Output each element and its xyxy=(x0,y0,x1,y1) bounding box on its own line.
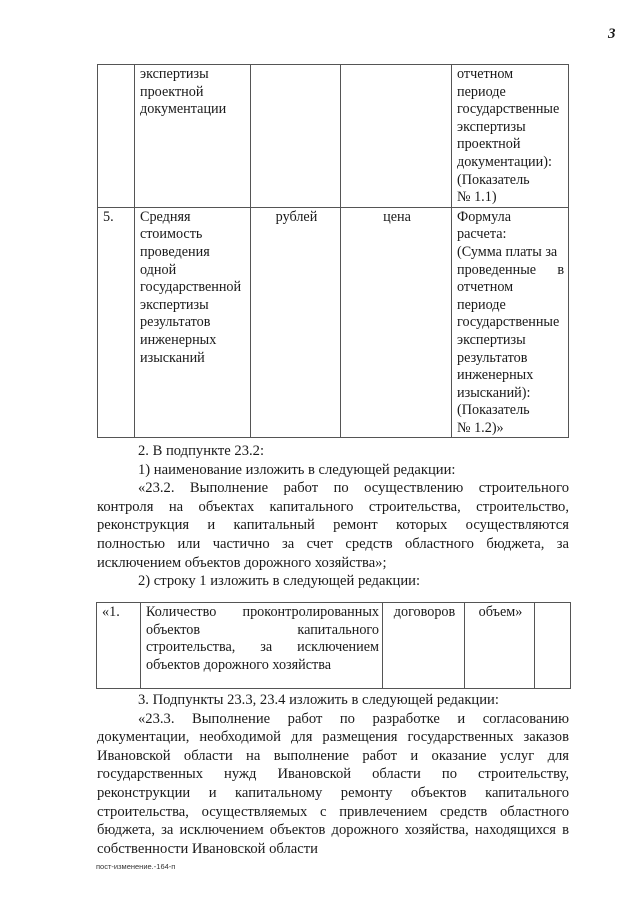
extra-cell xyxy=(535,603,571,689)
unit-cell: рублей xyxy=(251,207,341,438)
quote-line: Ивановской области на выполнение работ и оказание услуг для xyxy=(97,747,569,764)
table-row xyxy=(98,65,569,208)
type-cell: цена xyxy=(341,207,452,438)
indicator-name: Средняя стоимость проведения одной государственной экспертизы результатов инженерных изысканий xyxy=(135,207,251,438)
formula-cell: Формула расчета: (Сумма платы за проведенные в отчетном периоде государственные экспертизы результатов инженерных изысканий): (Показатель № 1.2)» xyxy=(452,207,569,438)
quote-line: полностью или частично за счет средств областного бюджета, за xyxy=(97,535,569,552)
unit-cell xyxy=(251,65,341,208)
type-cell xyxy=(341,65,452,208)
quote-line: «23.3. Выполнение работ по разработке и согласованию xyxy=(138,710,569,727)
formula-cell: отчетном периоде государственные экспертизы проектной документации): (Показатель № 1.1) xyxy=(452,65,569,208)
row-number: «1. xyxy=(97,603,141,689)
indicator-name: Количество проконтролированных объектов капитального строительства, за исключением объектов дорожного хозяйства xyxy=(141,603,383,689)
unit-cell: договоров xyxy=(383,603,465,689)
control-objects-table xyxy=(96,602,571,689)
quote-line: «23.2. Выполнение работ по осуществлению строительного xyxy=(138,480,569,497)
quote-line: государственных нужд Ивановской области по строительству, xyxy=(97,766,569,783)
quote-line: собственности Ивановской области xyxy=(97,840,318,857)
section-2-item-1: 1) наименование изложить в следующей редакции: xyxy=(138,461,456,478)
type-cell: объем» xyxy=(465,603,535,689)
table-row xyxy=(97,603,571,689)
row-number: 5. xyxy=(98,207,135,438)
quote-line: контроля на объектах капитального строительства, строительство, xyxy=(97,498,569,515)
quote-line: исключением объектов дорожного хозяйства»; xyxy=(97,554,387,571)
quote-line: реконструкция и капитальный ремонт которых осуществляются xyxy=(97,517,569,534)
quote-line: бюджета, за исключением объектов дорожного хозяйства, находящихся в xyxy=(97,822,569,839)
section-2-item-2: 2) строку 1 изложить в следующей редакции: xyxy=(138,573,421,590)
indicator-name: экспертизы проектной документации xyxy=(135,65,251,208)
page-number: 3 xyxy=(608,26,616,42)
section-3-heading: 3. Подпункты 23.3, 23.4 изложить в следующей редакции: xyxy=(138,692,499,708)
section-3 xyxy=(97,691,569,858)
row-number xyxy=(98,65,135,208)
section-2 xyxy=(97,442,569,591)
quote-line: документации, необходимой для размещения государственных заказов xyxy=(97,729,569,746)
table-row xyxy=(98,207,569,438)
quote-line: строительства, осуществляемых с привлечением средств областного xyxy=(97,803,569,820)
quote-line: реконструкции и капитальному ремонту объектов капитального xyxy=(97,784,569,801)
section-2-heading: 2. В подпункте 23.2: xyxy=(138,443,264,459)
indicators-table-continued xyxy=(97,64,569,438)
document-footer: пост-изменение.-164-п xyxy=(96,862,176,871)
